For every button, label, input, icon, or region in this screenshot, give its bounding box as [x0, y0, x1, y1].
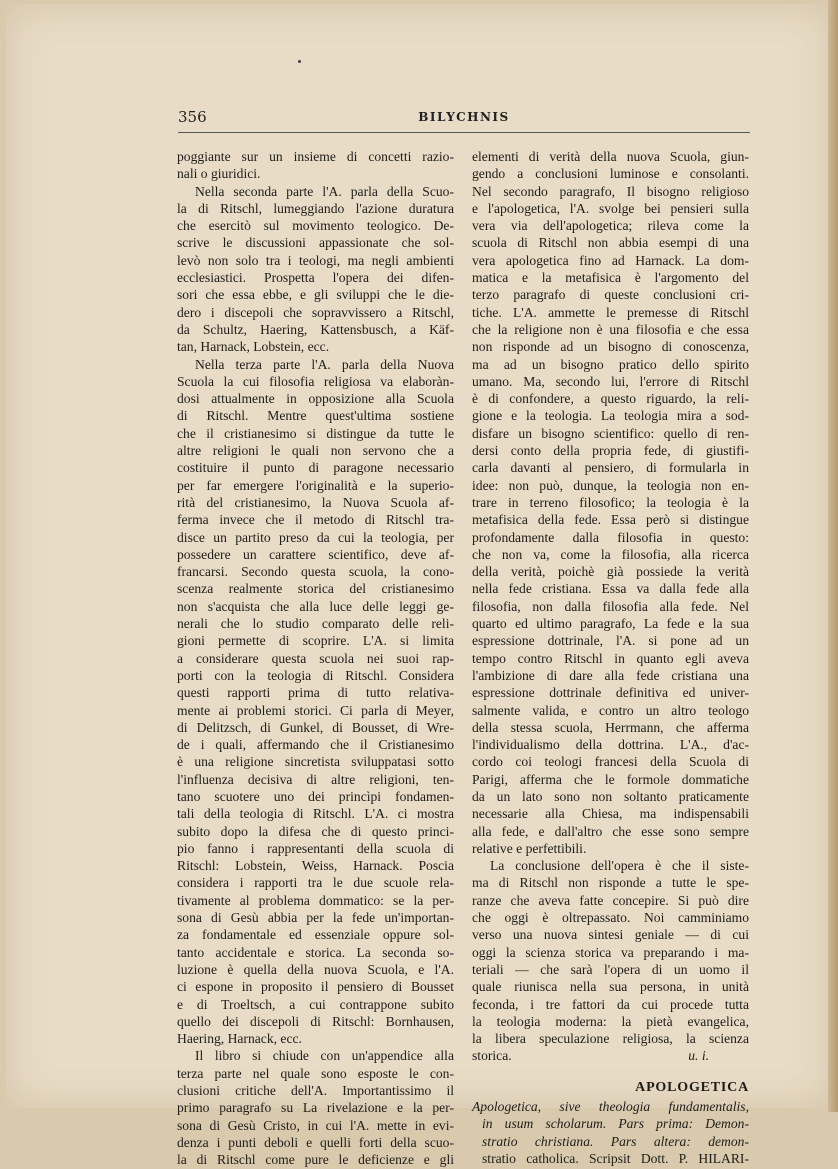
text-line: La conclusione dell'opera è che il siste-: [490, 858, 749, 874]
page-number: 356: [178, 108, 207, 126]
text-line: e l'apologetica, l'A. svolge bei pensieri sulla: [472, 200, 749, 216]
text-line: relative e perfettibili.: [472, 840, 587, 856]
text-line: che esercitò sul movimento teologico. De-: [177, 218, 454, 234]
text-line: disce un partito preso da cui la teologia, per: [177, 529, 454, 545]
text-line: che oggi è oltrepassato. Noi camminiamo: [472, 910, 749, 926]
bibliographic-line: Apologetica, sive theologia fundamentalis,: [472, 1099, 749, 1115]
text-line: gendo a conclusioni luminose e consolanti.: [472, 166, 749, 182]
ink-dot: [298, 60, 301, 63]
text-line: levò non solo tra i teologi, ma negli ambienti: [177, 252, 454, 268]
text-line: tanto accidentale e storica. La seconda so-: [177, 944, 454, 960]
text-line: Nella seconda parte l'A. parla della Scuo-: [195, 183, 454, 199]
text-line: quello dei discepoli di Ritschl: Bornhausen,: [177, 1013, 454, 1029]
text-line: trare in terreno filosofico; la teologia è la: [472, 494, 749, 510]
review-signature: u. i.: [688, 1048, 709, 1064]
text-line: e di Troeltsch, a cui contrappone subito: [177, 996, 454, 1012]
text-line: porti con la teologia di Ritschl. Considera: [177, 667, 454, 683]
text-line: l'influenza decisiva di altre religioni, ten-: [177, 771, 454, 787]
text-line: scuola di Ritschl non abbia esempi di una: [472, 235, 749, 251]
text-line: la teologia moderna: la pietà evangelica,: [472, 1013, 749, 1029]
text-line: altre religioni le quali non servono che a: [177, 443, 454, 459]
page-header: [178, 108, 750, 133]
text-line: verso una nuova sintesi geniale — di cui: [472, 927, 749, 943]
text-line: Nel secondo paragrafo, Il bisogno religioso: [472, 183, 749, 199]
text-line: subito dopo la difesa che di questo princi-: [177, 823, 454, 839]
text-line: tempo contro Ritschl in quanto egli aveva: [472, 650, 749, 666]
bibliographic-line: in usum scholarum. Pars prima: Demon-: [482, 1116, 749, 1132]
text-line: teriali — che sarà l'opera di un uomo il: [472, 961, 749, 977]
text-line: luzione è quella della nuova Scuola, e l'A.: [177, 961, 454, 977]
text-line: Parigi, afferma che le formole dommatiche: [472, 771, 749, 787]
text-line: sori che essa ebbe, e gli sviluppi che le die-: [177, 287, 454, 303]
text-line: ferma invece che il metodo di Ritschl tra-: [177, 512, 454, 528]
text-line: denza i punti deboli e quelli forti della scuo-: [177, 1134, 454, 1150]
text-line: costituire il punto di paragone necessario: [177, 460, 454, 476]
text-line: terza parte nel quale sono esposte le con-: [177, 1065, 454, 1081]
text-line: ma ad un bisogno pratico dello spirito: [472, 356, 749, 372]
bibliographic-line: stratio catholica. Scripsit Dott. P. HILARI-: [482, 1150, 749, 1166]
text-line: gione e la teologia. La teologia mira a sod-: [472, 408, 749, 424]
text-line: dersi conto della propria fede, di giustifi-: [472, 443, 749, 459]
text-line: matica e la metafisica è l'argomento del: [472, 270, 749, 286]
text-line: la di Ritschl, lumeggiando l'azione duratura: [177, 200, 454, 216]
text-line: Nella terza parte l'A. parla della Nuova: [195, 356, 454, 372]
text-line: per far emergere l'originalità e la superio-: [177, 477, 454, 493]
text-line: ecclesiastici. Prospetta l'opera dei difen-: [177, 270, 454, 286]
text-line: non s'acquista che alla luce delle leggi ge-: [177, 598, 454, 614]
text-line: ranze che aveva fatte concepire. Si può dire: [472, 892, 749, 908]
text-line: Haering, Harnack, ecc.: [177, 1031, 302, 1047]
text-line: nali o giuridici.: [177, 166, 261, 182]
text-line: rità del cristianesimo, la Nuova Scuola af-: [177, 494, 454, 510]
text-line: storica. u. i.: [472, 1048, 709, 1064]
text-line: tivamente al problema dommatico: se la per-: [177, 892, 454, 908]
text-line: da Schultz, Haering, Kattensbusch, a Käf-: [177, 321, 454, 337]
right-column: [472, 148, 749, 1167]
text-line: carla davanti al pensiero, di formularla in: [472, 460, 749, 476]
text-line: espressione dottrinale, l'A. si pone ad un: [472, 633, 749, 649]
text-line: dosi attualmente in opposizione alla Scuola: [177, 391, 454, 407]
text-line: della stessa scuola, Herrmann, che afferma: [472, 719, 749, 735]
text-line: metafisica della fede. Essa però si distingue: [472, 512, 749, 528]
text-line: la di Ritschl come pure le deficienze e gli: [177, 1152, 454, 1168]
text-line: feconda, i tre fattori da cui procede tutta: [472, 996, 749, 1012]
text-line: sona di Gesù abbia per la fede un'importan-: [177, 910, 454, 926]
text-line: alla fede, e dall'altro che esse sono sempre: [472, 823, 749, 839]
text-line: terzo paragrafo di queste conclusioni cri-: [472, 287, 749, 303]
text-line: idee: non può, dunque, la teologia non en-: [472, 477, 749, 493]
text-line: da un lato sono non soltanto praticamente: [472, 788, 749, 804]
section-title: APOLOGETICA: [635, 1079, 749, 1095]
text-line: necessarie alla Chiesa, ma indispensabili: [472, 806, 749, 822]
text-line: elementi di verità della nuova Scuola, giun-: [472, 149, 749, 164]
text-line: gioni permette di scoprire. L'A. si limita: [177, 633, 454, 649]
text-line: disfare un bisogno scientifico: quello di ren-: [472, 425, 749, 441]
text-line: sona di Gesù Cristo, in cui l'A. mette in evi-: [177, 1117, 454, 1133]
running-title: BILYCHNIS: [418, 110, 510, 124]
text-line: l'individualismo della dottrina. L'A., d'ac-: [472, 737, 749, 753]
text-line: a considerare questa scuola nei suoi rap-: [177, 650, 454, 666]
text-line: Scuola la cui filosofia religiosa va elaboràn-: [177, 373, 454, 389]
text-line: la libera speculazione religiosa, la scienza: [472, 1031, 749, 1047]
text-line: vera via dell'apologetica; rileva come la: [472, 218, 749, 234]
text-line: clusioni critiche dell'A. Importantissimo il: [177, 1083, 454, 1099]
text-line: primo paragrafo su La rivelazione e la per-: [177, 1100, 454, 1116]
text-line: tan, Harnack, Lobstein, ecc.: [177, 339, 330, 355]
text-line: Ritschl: Lobstein, Weiss, Harnack. Poscia: [177, 858, 454, 874]
text-line: che il cristianesimo si distingue da tutte le: [177, 425, 454, 441]
text-line: profondamente dalla filosofia in questo:: [472, 529, 749, 545]
text-line: vera apologetica fino ad Harnack. La dom-: [472, 252, 749, 268]
text-line: cordo coi teologi francesi della Scuola di: [472, 754, 749, 770]
text-line: espressione dottrinale definitiva ed univer-: [472, 685, 749, 701]
text-line: possedere un carattere scientifico, deve af-: [177, 546, 454, 562]
text-line: quale riunisca nella sua persona, in unità: [472, 979, 749, 995]
left-column: [177, 148, 454, 1169]
text-line: ci espone in proposito il pensiero di Bousset: [177, 979, 454, 995]
text-line: è una religione sincretista sviluppatasi sotto: [177, 754, 454, 770]
text-line: pio fanno i rappresentanti della scuola di: [177, 840, 454, 856]
text-line: mente ai problemi storici. Ci parla di Meyer,: [177, 702, 454, 718]
text-line: nella fede cristiana. Essa va dalla fede alla: [472, 581, 749, 597]
text-line: filosofia, non dalla filosofia alla fede. Nel: [472, 598, 749, 614]
text-line: che la religione non è una filosofia e che essa: [472, 321, 749, 337]
text-line: nerali che lo studio comparato delle reli-: [177, 616, 454, 632]
text-line: Il libro si chiude con un'appendice alla: [195, 1048, 454, 1064]
text-line: umano. Ma, secondo lui, l'errore di Ritschl: [472, 373, 749, 389]
text-line: scrive le discussioni appassionate che sol-: [177, 235, 454, 251]
text-line: francarsi. Secondo questa scuola, la cono-: [177, 564, 454, 580]
page-edge: [828, 0, 838, 1112]
text-line: tali della teologia di Ritschl. L'A. ci mostra: [177, 806, 454, 822]
text-line: questi rapporti prima di tutto relativa-: [177, 685, 454, 701]
text-line: l'ambizione di dare alla fede cristiana una: [472, 667, 749, 683]
text-line: de i quali, affermando che il Cristianesimo: [177, 737, 454, 753]
text-line: za fondamentale ed essenziale oppure sol-: [177, 927, 454, 943]
text-line: non risponde ad un bisogno di conoscenza,: [472, 339, 749, 355]
text-line: è di confondere, a questo riguardo, la reli-: [472, 391, 749, 407]
text-line: di Delitzsch, di Gunkel, di Bousset, di Wre-: [177, 719, 454, 735]
bibliographic-line: stratio christiana. Pars altera: demon-: [482, 1133, 749, 1149]
text-line: di Ritschl. Mentre quest'ultima sostiene: [177, 408, 454, 424]
text-line: della verità, poichè già possiede la verità: [472, 564, 749, 580]
text-line: scenza realmente storica del cristianesimo: [177, 581, 454, 597]
text-line: poggiante sur un insieme di concetti razio-: [177, 149, 454, 164]
text-line: tiche. L'A. ammette le premesse di Ritschl: [472, 304, 749, 320]
text-line: considera i rapporti tra le due scuole rela-: [177, 875, 454, 891]
text-line: salmente valida, e contro un altro teologo: [472, 702, 749, 718]
text-line: tano scuotere uno dei princìpi fondamen-: [177, 788, 454, 804]
text-line: oggi la scienza storica va preparando i ma-: [472, 944, 749, 960]
text-line: che non va, come la filosofia, alla ricerca: [472, 546, 749, 562]
text-line: ma di Ritschl non risponde a tutte le spe-: [472, 875, 749, 891]
text-line: quarto ed ultimo paragrafo, La fede e la sua: [472, 616, 749, 632]
text-line: dero i discepoli che sopravvissero a Ritschl,: [177, 304, 454, 320]
